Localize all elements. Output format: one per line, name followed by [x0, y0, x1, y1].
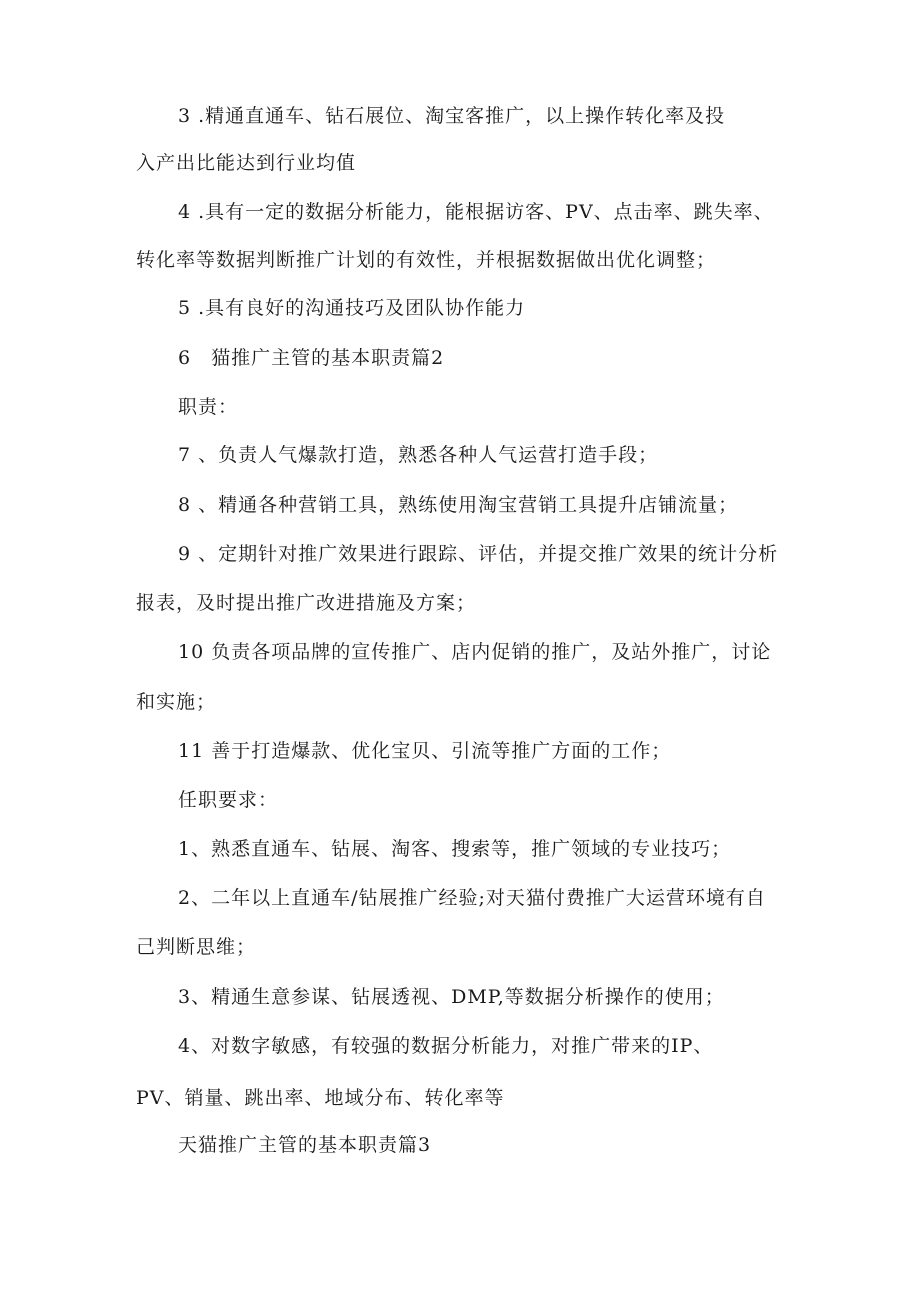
qualification-4-line-1: 4、对数字敏感，有较强的数据分析能力，对推广带来的IP、: [178, 1035, 714, 1057]
section-heading-2: 6 猫推广主管的基本职责篇2: [178, 347, 445, 369]
section-heading-3: 天猫推广主管的基本职责篇3: [178, 1134, 432, 1156]
requirement-3-line-1: 3 .精通直通车、钻石展位、淘宝客推广，以上操作转化率及投: [178, 105, 726, 127]
duties-label: 职责：: [178, 396, 239, 418]
qualification-2-line-1: 2、二年以上直通车/钻展推广经验;对天猫付费推广大运营环境有自: [178, 887, 766, 909]
requirement-5: 5 .具有良好的沟通技巧及团队协作能力: [178, 297, 526, 319]
qualification-3: 3、精通生意参谋、钻展透视、DMP,等数据分析操作的使用；: [178, 986, 725, 1008]
requirement-4-line-1: 4 .具有一定的数据分析能力，能根据访客、PV、点击率、跳失率、: [178, 201, 774, 223]
duty-7: 7 、负责人气爆款打造，熟悉各种人气运营打造手段；: [178, 444, 659, 466]
qualification-4-line-2: PV、销量、跳出率、地域分布、转化率等: [136, 1087, 505, 1109]
duty-9-line-2: 报表，及时提出推广改进措施及方案；: [136, 592, 477, 614]
qualification-2-line-2: 己判断思维；: [136, 936, 257, 958]
qualifications-label: 任职要求：: [178, 789, 279, 811]
qualification-1: 1、熟悉直通车、钻展、淘客、搜索等，推广领域的专业技巧；: [178, 838, 732, 860]
duty-9-line-1: 9 、定期针对推广效果进行跟踪、评估，并提交推广效果的统计分析: [178, 543, 779, 565]
duty-10-line-1: 10 负责各项品牌的宣传推广、店内促销的推广，及站外推广，讨论: [178, 641, 772, 663]
duty-10-line-2: 和实施；: [136, 691, 217, 713]
duty-8: 8 、精通各种营销工具，熟练使用淘宝营销工具提升店铺流量；: [178, 494, 739, 516]
requirement-4-line-2: 转化率等数据判断推广计划的有效性，并根据数据做出优化调整；: [136, 249, 717, 271]
duty-11: 11 善于打造爆款、优化宝贝、引流等推广方面的工作；: [178, 740, 672, 762]
requirement-3-line-2: 入产出比能达到行业均值: [136, 152, 357, 174]
